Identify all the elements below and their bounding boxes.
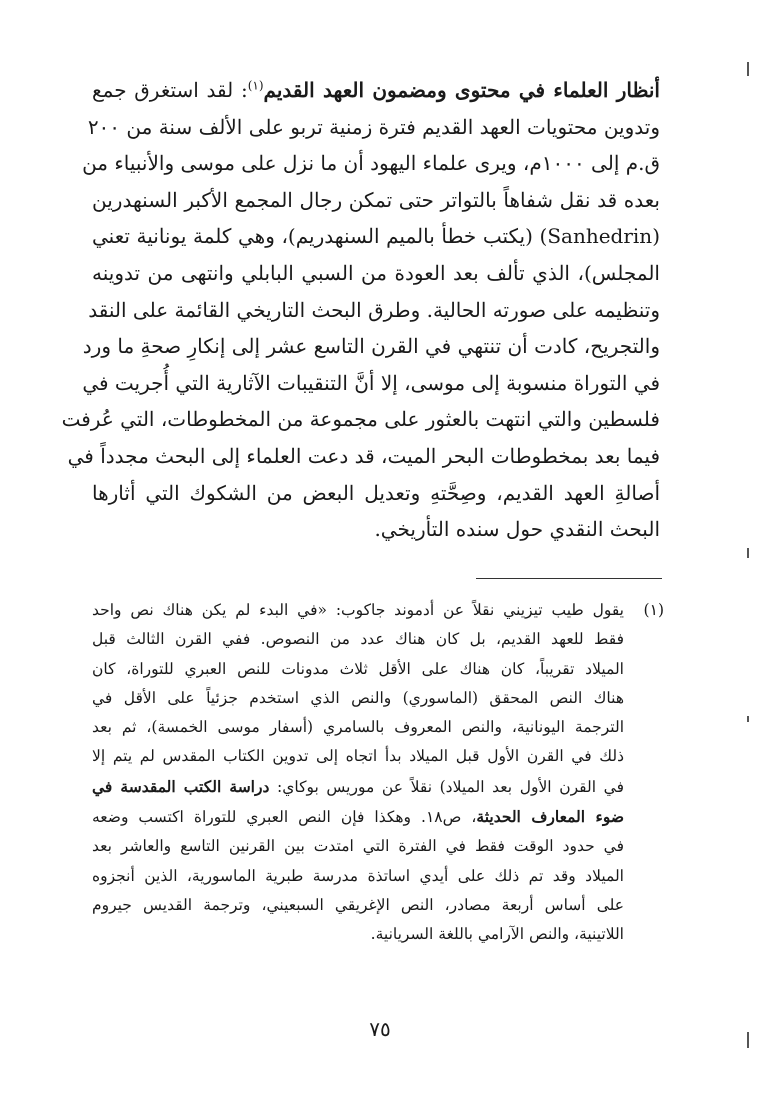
footnote-line: هناك النص المحقق (الماسوري) والنص الذي استخدم جزئياً على الأقل في: [92, 688, 624, 707]
footnote-separator: [476, 578, 662, 579]
footnote-body: [92, 596, 624, 950]
footnote-line: ذلك في القرن الأول قبل الميلاد بدأ اتجاه إلى تدوين الكتاب المقدس لم يتم إلا: [92, 747, 624, 766]
text-line: والتجريح، كادت أن تنتهي في القرن التاسع عشر إلى إنكارِ صحةِ ما ورد: [82, 334, 660, 359]
main-paragraph: [61, 72, 660, 548]
footnote-number: (١): [643, 601, 664, 619]
heading-colon: :: [233, 78, 248, 102]
page-number: ٧٥: [369, 1017, 391, 1041]
text-line: وتنظيمه على صورته الحالية. وطرق البحث التاريخي القائمة على النقد: [88, 297, 660, 322]
text-line: أصالةِ العهد القديم، وصِحَّتهِ وتعديل البعض من الشكوك التي أثارها: [92, 480, 660, 505]
footnote-line: [92, 772, 624, 802]
footnote-line: اللاتينية، والنص الآرامي باللغة السريانية.: [370, 925, 624, 944]
footnote-segment: ، ص١٨. وهكذا فإن النص العبري للتوراة اكتسب وضعه: [92, 808, 477, 827]
edge-mark: [747, 62, 749, 76]
footnote-line: في حدود الوقت فقط في الفترة التي امتدت بين القرنين التاسع والعاشر بعد: [92, 837, 624, 856]
footnote-segment: في القرن الأول بعد الميلاد) نقلاً عن موريس بوكاي:: [277, 777, 624, 796]
footnote-line: يقول طيب تيزيني نقلاً عن أدموند جاكوب: «في البدء لم يكن هناك نص واحد: [92, 601, 624, 619]
footnote: [92, 596, 664, 950]
text-line: البحث النقدي حول سنده التأريخي.: [374, 517, 660, 542]
text-line: فلسطين والتي انتهت بالعثور على مجموعة من المخطوطات، التي عُرفت: [61, 407, 660, 432]
footnote-line: الترجمة اليونانية، والنص المعروف بالسامري (أسفار موسى الخمسة)، ثم بعد: [92, 718, 624, 737]
text-line: وتدوين محتويات العهد القديم فترة زمنية تربو على الألف سنة من ٢٠٠: [87, 114, 660, 139]
text-line: في التوراة منسوبة إلى موسى، إلا أنَّ التنقيبات الآثارية التي أُجريت في: [82, 370, 660, 395]
footnote-line: على أساس أربعة مصادر، النص الإغريقي السبعيني، وترجمة القديس جيروم: [92, 895, 624, 914]
section-heading: أنظار العلماء في محتوى ومضمون العهد القديم: [263, 78, 660, 102]
edge-mark: [747, 548, 749, 558]
book-title: دراسة الكتب المقدسة في: [92, 776, 270, 796]
footnote-line: فقط للعهد القديم، بل كان هناك عدد من النصوص. ففي القرن الثالث قبل: [92, 630, 624, 649]
edge-mark: [747, 1032, 749, 1048]
book-title: ضوء المعارف الحديثة: [476, 807, 625, 827]
text-line: (Sanhedrin) (يكتب خطأ بالميم السنهدريم)، وهي كلمة يونانية تعني: [92, 224, 660, 249]
text-line: فيما بعد بمخطوطات البحر الميت، قد دعت العلماء إلى البحث مجدداً في: [67, 443, 660, 468]
footnote-line: [92, 802, 624, 832]
footnote-line: الميلاد وقد تم ذلك على أيدي اساتذة مدرسة طبرية الماسورية، الذين أنجزوه: [92, 866, 624, 885]
text-line: بعده قد نقل شفاهاً بالتواتر حتى تمكن رجال المجمع الأكبر السنهدرين: [92, 187, 660, 212]
footnote-line: الميلاد تقريباً، كان هناك على الأقل ثلاث مدونات للنص العبري للتوراة، كان: [92, 659, 624, 678]
text-line: [92, 72, 660, 109]
text-segment: لقد استغرق جمع: [92, 78, 234, 102]
footnote-reference[interactable]: (١): [247, 78, 264, 93]
text-line: ق.م إلى ١٠٠٠م، ويرى علماء اليهود أن ما نزل على موسى والأنبياء من: [82, 151, 660, 176]
edge-mark: [747, 716, 749, 722]
text-line: المجلس)، الذي تألف بعد العودة من السبي البابلي وانتهى من تدوينه: [92, 260, 660, 285]
